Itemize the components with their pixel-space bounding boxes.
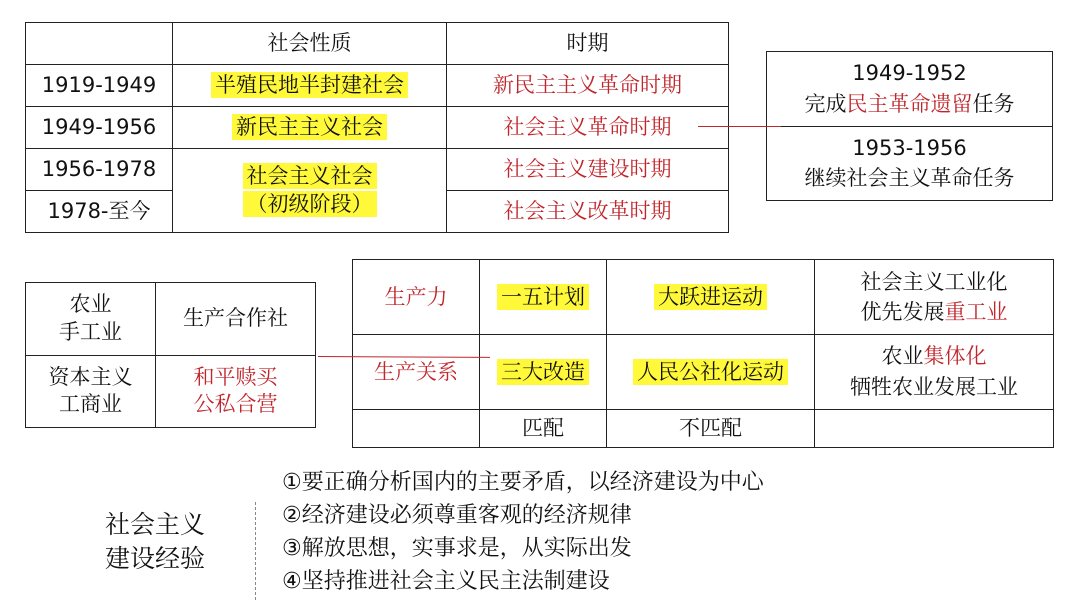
experience-title-line: 建设经验	[105, 543, 206, 573]
note-text-pre: 农业	[881, 344, 924, 369]
note-text: 社会主义工业化	[860, 269, 1008, 294]
list-item: ②经济建设必须尊重客观的经济规律	[282, 503, 632, 528]
table-row	[26, 65, 729, 107]
row-years: 1956-1978	[26, 149, 173, 191]
row-period: 新民主主义革命时期	[447, 65, 729, 107]
row-nature-text: 半殖民地半封建社会	[211, 72, 408, 98]
header-nature: 社会性质	[173, 23, 447, 65]
row-label: 生产力	[353, 260, 480, 335]
task-text-emphasis: 民主革命遗留	[846, 91, 973, 116]
task-row	[767, 126, 1053, 201]
row-nature	[173, 107, 447, 149]
note-text	[815, 297, 1053, 327]
task-cell	[767, 52, 1053, 127]
table-row	[26, 283, 316, 356]
row-period: 社会主义建设时期	[447, 149, 729, 191]
table-header-row	[26, 23, 729, 65]
empty-cell	[353, 409, 480, 447]
row-nature-merged	[173, 149, 447, 233]
task-row	[767, 52, 1053, 127]
target-text: 工商业	[59, 392, 122, 417]
task-text	[767, 89, 1052, 119]
task-years: 1949-1952	[852, 61, 967, 86]
data-cell	[480, 260, 607, 335]
note-text	[815, 341, 1053, 371]
list-item: ④坚持推进社会主义民主法制建设	[282, 569, 610, 594]
target-text: 农业	[69, 292, 112, 317]
header-period: 时期	[447, 23, 729, 65]
target-cell	[26, 355, 156, 428]
table-row	[26, 107, 729, 149]
table-row	[353, 260, 1054, 335]
table-row	[26, 355, 316, 428]
row-label: 生产关系	[353, 334, 480, 409]
data-cell	[607, 260, 815, 335]
target-text: 手工业	[59, 319, 122, 344]
note-text-emphasis: 集体化	[923, 344, 987, 369]
header-empty-cell	[26, 23, 173, 65]
list-item: ①要正确分析国内的主要矛盾，以经济建设为中心	[282, 470, 764, 495]
target-text: 资本主义	[48, 364, 133, 389]
task-text-post: 任务	[972, 91, 1015, 116]
list-item: ③解放思想，实事求是，从实际出发	[282, 536, 632, 561]
empty-cell	[815, 409, 1054, 447]
table-row	[353, 334, 1054, 409]
method-text: 公私合营	[193, 392, 278, 417]
cell-text: 人民公社化运动	[633, 359, 788, 385]
row-years: 1949-1956	[26, 107, 173, 149]
task-text: 继续社会主义革命任务	[804, 166, 1015, 191]
cell-text: 三大改造	[497, 359, 589, 385]
row-nature-text: 新民主主义社会	[232, 114, 387, 140]
row-years: 1919-1949	[26, 65, 173, 107]
data-cell	[480, 334, 607, 409]
row-nature-text: 社会主义社会	[243, 163, 377, 189]
row-period: 社会主义改革时期	[447, 191, 729, 233]
note-cell	[815, 260, 1054, 335]
connector-line-tasks	[698, 126, 781, 127]
table-row	[26, 149, 729, 191]
method-text: 和平赎买	[193, 364, 278, 389]
experience-title-line: 社会主义	[105, 510, 206, 539]
row-nature-subtext: （初级阶段）	[243, 191, 377, 217]
experience-title	[105, 508, 205, 576]
mismatch-cell: 不匹配	[607, 409, 815, 447]
data-cell	[607, 334, 815, 409]
target-cell	[26, 283, 156, 356]
method-cell: 生产合作社	[156, 283, 316, 356]
cell-text: 大跃进运动	[654, 284, 767, 310]
row-years: 1978-至今	[26, 191, 173, 233]
table-row	[353, 409, 1054, 447]
cell-text: 一五计划	[497, 284, 589, 310]
method-cell	[156, 355, 316, 428]
row-nature	[173, 65, 447, 107]
experience-list	[282, 466, 764, 598]
row-period: 社会主义革命时期	[447, 107, 729, 149]
dashed-divider	[255, 502, 256, 600]
note-text-emphasis: 重工业	[944, 299, 1008, 324]
transformation-table	[25, 282, 316, 428]
periods-table	[25, 22, 729, 233]
task-text-pre: 完成	[804, 91, 847, 116]
match-cell: 匹配	[480, 409, 607, 447]
match-table	[352, 259, 1054, 448]
task-cell	[767, 126, 1053, 201]
note-text: 牺牲农业发展工业	[850, 374, 1018, 399]
task-years: 1953-1956	[852, 135, 967, 160]
note-text-pre: 优先发展	[860, 299, 945, 324]
tasks-box	[766, 51, 1053, 201]
note-cell	[815, 334, 1054, 409]
